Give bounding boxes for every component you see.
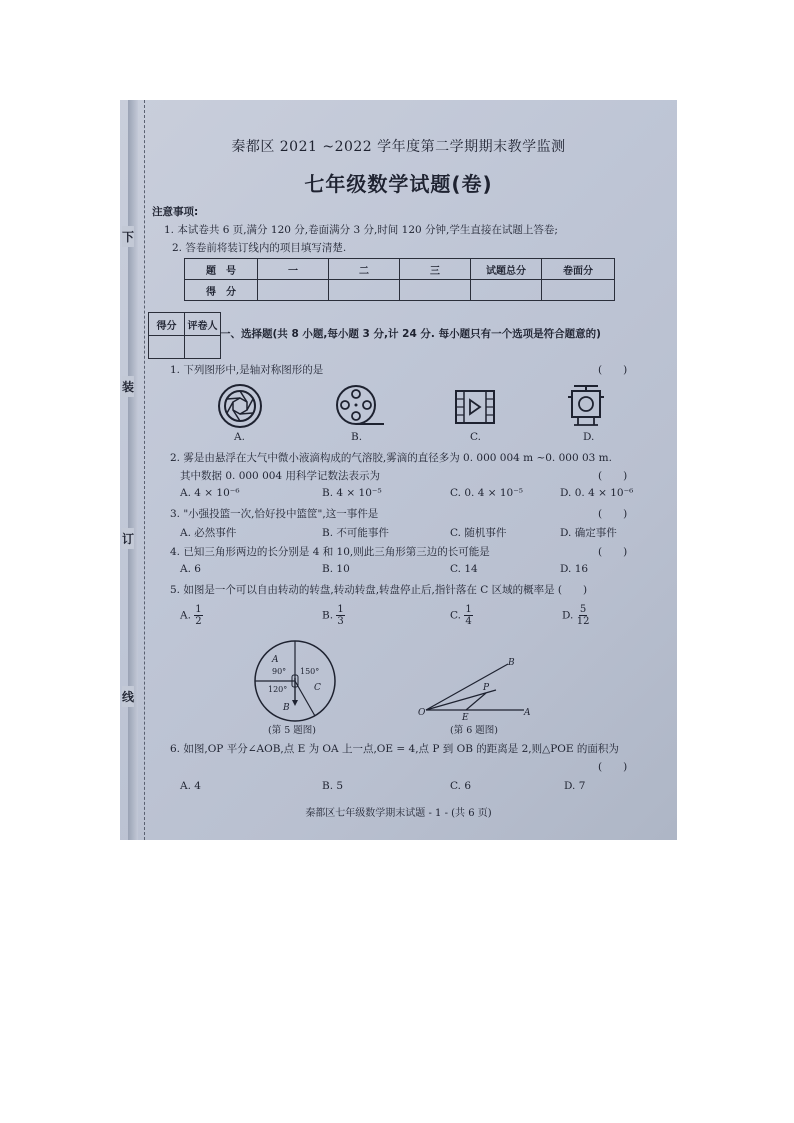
- binding-char-xia: 下: [122, 226, 134, 247]
- q3-option-a: A. 必然事件: [180, 527, 237, 539]
- q6-option-a: A. 4: [180, 780, 201, 792]
- q5-option-d-denominator: 12: [576, 616, 590, 627]
- spinner-angle-a: 90°: [272, 667, 287, 676]
- point-e-label: E: [462, 713, 469, 722]
- q4-option-a: A. 6: [180, 563, 201, 575]
- q1-option-d-label: D.: [583, 431, 595, 443]
- q5-option-b-numerator: 1: [337, 604, 344, 615]
- q5-option-d-numerator: 5: [579, 604, 587, 615]
- q4-answer-paren: ( ): [598, 546, 628, 558]
- q5-option-a-denominator: 2: [195, 616, 202, 627]
- grader-score-label: 得分: [149, 313, 185, 336]
- point-o-label: O: [418, 708, 426, 718]
- section-1-heading: 一、选择题(共 8 小题,每小题 3 分,计 24 分. 每小题只有一个选项是符合题意的): [220, 328, 601, 340]
- spotlight-icon: [566, 383, 606, 429]
- exam-title: 七年级数学试题(卷): [304, 172, 493, 196]
- score-cell-3[interactable]: [400, 280, 471, 301]
- spinner-angle-b: 120°: [268, 685, 288, 694]
- binding-char-zhuang: 装: [122, 376, 134, 397]
- q5-option-c-numerator: 1: [465, 604, 472, 615]
- q6-option-c: C. 6: [450, 780, 472, 792]
- q1-option-a-label: A.: [234, 431, 245, 443]
- score-table: [184, 258, 615, 301]
- q6-stem: 6. 如图,OP 平分∠AOB,点 E 为 OA 上一点,OE = 4,点 P 到 OB 的距离是 2,则△POE 的面积为: [170, 743, 619, 755]
- score-row-label: 得 分: [185, 280, 258, 301]
- q5-option-d: [562, 604, 589, 627]
- grader-name-cell[interactable]: [185, 336, 221, 359]
- score-header-total: 试题总分: [471, 259, 542, 280]
- q2-option-d: D. 0. 4 × 10⁻⁶: [560, 487, 634, 499]
- q5-option-a-numerator: 1: [195, 604, 202, 615]
- q4-option-c: C. 14: [450, 563, 478, 575]
- spinner-angle-c: 150°: [300, 667, 320, 676]
- q2-stem-2: 其中数据 0. 000 004 用科学记数法表示为: [180, 470, 380, 482]
- q5-option-a: [180, 604, 203, 627]
- q3-option-c: C. 随机事件: [450, 527, 507, 539]
- q5-option-b-fraction: [336, 604, 344, 627]
- q2-stem-1: 2. 雾是由悬浮在大气中微小液滴构成的气溶胶,雾滴的直径多为 0. 000 004 m ~0. 000 03 m.: [170, 452, 612, 464]
- grader-score-cell[interactable]: [149, 336, 185, 359]
- q3-option-b: B. 不可能事件: [322, 527, 389, 539]
- q5-option-a-letter: A.: [180, 609, 191, 622]
- score-header-label: 题 号: [185, 259, 258, 280]
- ray-ob: [426, 664, 508, 710]
- q3-answer-paren: ( ): [598, 508, 628, 520]
- q5-option-b-letter: B.: [322, 609, 334, 622]
- q5-option-a-fraction: [194, 604, 202, 627]
- spinner-pointer-arrowhead: [292, 700, 298, 706]
- q5-option-d-fraction: [577, 604, 590, 627]
- score-cell-total[interactable]: [471, 280, 542, 301]
- point-p-label: P: [483, 683, 490, 693]
- q5-option-b-denominator: 3: [337, 616, 344, 627]
- paper-edge: [128, 100, 138, 840]
- spinner-region-a: A: [272, 655, 279, 665]
- page-footer: 秦都区七年级数学期末试题 - 1 - (共 6 页): [305, 808, 492, 819]
- notice-label: 注意事项:: [152, 206, 199, 218]
- q5-option-c-fraction: [464, 604, 472, 627]
- fig6-caption: (第 6 题图): [450, 725, 498, 736]
- film-reel-icon: [334, 383, 386, 427]
- fig5-caption: (第 5 题图): [268, 725, 316, 736]
- angle-bisector-figure: [416, 656, 534, 722]
- score-header-neatness: 卷面分: [542, 259, 615, 280]
- camera-shutter-icon: [217, 383, 263, 429]
- q5-option-c-letter: C.: [450, 609, 461, 622]
- binding-char-xian: 线: [122, 686, 134, 707]
- video-play-icon: [454, 389, 496, 425]
- spinner-figure: [252, 638, 338, 724]
- grader-box: [148, 312, 221, 359]
- q5-option-d-letter: D.: [562, 609, 574, 622]
- q2-option-a: A. 4 × 10⁻⁶: [180, 487, 240, 499]
- grader-name-label: 评卷人: [185, 313, 221, 336]
- q1-answer-paren: ( ): [598, 364, 628, 376]
- point-a-label: A: [524, 708, 531, 718]
- spinner-region-b: B: [283, 703, 290, 713]
- score-cell-neatness[interactable]: [542, 280, 615, 301]
- notice-1: 1. 本试卷共 6 页,满分 120 分,卷面满分 3 分,时间 120 分钟,学生直接在试题上答卷;: [164, 224, 558, 236]
- q6-option-d: D. 7: [564, 780, 586, 792]
- binding-line: [144, 100, 145, 840]
- q4-stem: 4. 已知三角形两边的长分别是 4 和 10,则此三角形第三边的长可能是: [170, 546, 490, 558]
- point-b-label: B: [508, 658, 515, 668]
- score-header-3: 三: [400, 259, 471, 280]
- spinner-region-c: C: [314, 683, 321, 693]
- score-header-1: 一: [258, 259, 329, 280]
- q3-stem: 3. "小强投篮一次,恰好投中篮筐",这一事件是: [170, 508, 379, 520]
- q2-option-c: C. 0. 4 × 10⁻⁵: [450, 487, 523, 499]
- q2-answer-paren: ( ): [598, 470, 628, 482]
- q4-option-d: D. 16: [560, 563, 589, 575]
- notice-2: 2. 答卷前将装订线内的项目填写清楚.: [172, 242, 347, 254]
- q1-option-c-label: C.: [470, 431, 481, 443]
- q5-option-c: [450, 604, 473, 627]
- q5-stem: 5. 如图是一个可以自由转动的转盘,转动转盘,转盘停止后,指针落在 C 区域的概率是 ( ): [170, 584, 588, 596]
- exam-subtitle: 秦都区 2021 ~2022 学年度第二学期期末教学监测: [231, 139, 566, 155]
- q6-option-b: B. 5: [322, 780, 344, 792]
- q5-option-b: [322, 604, 345, 627]
- score-cell-1[interactable]: [258, 280, 329, 301]
- score-header-2: 二: [329, 259, 400, 280]
- q4-option-b: B. 10: [322, 563, 350, 575]
- binding-char-ding: 订: [122, 528, 134, 549]
- q6-answer-paren: ( ): [598, 761, 628, 773]
- q3-option-d: D. 确定事件: [560, 527, 617, 539]
- q1-stem: 1. 下列图形中,是轴对称图形的是: [170, 364, 324, 376]
- q5-option-c-denominator: 4: [465, 616, 472, 627]
- q1-option-b-label: B.: [351, 431, 363, 443]
- exam-photo: [120, 100, 677, 840]
- score-cell-2[interactable]: [329, 280, 400, 301]
- q2-option-b: B. 4 × 10⁻⁵: [322, 487, 382, 499]
